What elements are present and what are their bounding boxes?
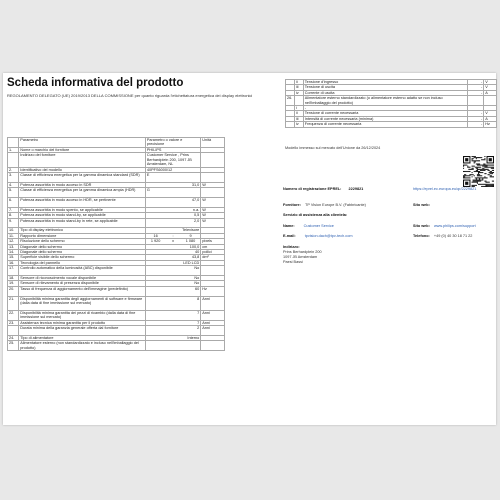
row-value: E [145, 173, 200, 183]
row-label: Intensità di corrente necessaria (minima) [303, 116, 467, 121]
row-unit: A [484, 116, 497, 121]
row-unit: Anni [201, 320, 225, 325]
row-label: Risoluzione dello schermo [19, 239, 146, 244]
row-label: Controllo automatico della luminosità (ABC) disponibile [19, 266, 146, 276]
row-number [286, 122, 295, 127]
row-value: No [145, 276, 200, 281]
registration-number: 2229821 [348, 187, 364, 191]
service-phone-value: +49 (0) 40 30 18 71 22 [433, 234, 473, 238]
row-number: 10. [8, 228, 19, 233]
row-label: Potenza assorbita in modo stand-by in rete, se applicabile [19, 218, 146, 228]
row-value: 31,0 [145, 182, 200, 187]
row-value: LED LCD [145, 260, 200, 265]
row-unit: A [484, 90, 497, 95]
row-number: 2. [8, 167, 19, 172]
document-page [3, 73, 496, 425]
table-row [8, 266, 225, 276]
row-label: Disponibilità minima garantita dei pezzi di ricambio (dalla data di fine immissione sul mercato) [19, 310, 146, 320]
customer-service-heading: Servizio di assistenza alla clientela: [283, 213, 348, 217]
row-value: 7 [145, 310, 200, 320]
row-number: 19. [8, 281, 19, 286]
service-name-value: Customer Service [303, 224, 334, 228]
row-label: Sensore di riconoscimento vocale disponibile [19, 276, 146, 281]
row-unit: Hz [201, 286, 225, 296]
row-value: 60 [145, 286, 200, 296]
row-unit: W [201, 182, 225, 187]
row-value: 43,8 [145, 255, 200, 260]
row-label: Rapporto dimensione [19, 233, 146, 238]
registration-label: Numero di registrazione EPREL: [283, 187, 342, 191]
row-subindex: iv [294, 122, 303, 127]
eprel-link[interactable]: https://eprel.ec.europa.eu/qr/2229821 [413, 187, 477, 191]
row-unit: W [201, 218, 225, 228]
row-number [8, 326, 19, 336]
row-unit: W [201, 198, 225, 208]
row-value [145, 239, 200, 244]
row-unit: Anni [201, 326, 225, 336]
row-unit [201, 341, 225, 351]
row-label: Frequenza di corrente necessaria [303, 122, 467, 127]
row-label: Durata minima della garanzia generale offerta dal fornitore [19, 326, 146, 336]
row-number: 26. [286, 96, 295, 106]
row-subindex [294, 96, 303, 106]
row-label: Tensione d'ingresso [303, 80, 467, 85]
row-unit: pixels [201, 239, 225, 244]
supplier-website-label: Sito web: [413, 203, 430, 207]
row-number: 5. [8, 188, 19, 198]
eprel-qr-code[interactable] [463, 156, 494, 187]
row-number: 21. [8, 296, 19, 310]
row-value [145, 233, 200, 238]
service-email-link[interactable]: tpvision.dach@tpv-tech.com [304, 234, 353, 238]
value-right: 1 080 [185, 239, 196, 244]
row-value: 7 [145, 320, 200, 325]
table-row [286, 96, 497, 106]
table-row [8, 310, 225, 320]
row-value: PHILIPS [145, 148, 200, 153]
row-label: Diagonale dello schermo [19, 250, 146, 255]
row-unit: Hz [484, 122, 497, 127]
row-value: - [468, 90, 484, 95]
row-number: 9. [8, 218, 19, 228]
service-address-label: Indirizzo: [283, 245, 300, 249]
row-value: 47,0 [145, 198, 200, 208]
row-number: 18. [8, 276, 19, 281]
value-right: 9 [189, 233, 192, 238]
table-header-row [8, 138, 225, 148]
row-subindex: iv [294, 90, 303, 95]
row-label: Tensione di corrente necessaria [303, 111, 467, 116]
row-subindex: i [294, 106, 303, 111]
row-subindex: ii [294, 80, 303, 85]
row-value: - [468, 85, 484, 90]
table-row [8, 173, 225, 183]
row-unit: V [484, 111, 497, 116]
row-label: Corrente di uscita [303, 90, 467, 95]
row-label: Sensore di rilevamento di presenza disponibile [19, 281, 146, 286]
row-unit: W [201, 207, 225, 212]
row-label: Indirizzo del fornitore [19, 153, 146, 167]
value-left: 1 920 [150, 239, 161, 244]
row-unit [484, 96, 497, 106]
row-value [145, 341, 200, 351]
row-number: 8. [8, 213, 19, 218]
row-number: 14. [8, 250, 19, 255]
row-label: Disponibilità minima garantita degli aggiornamenti di software e firmware (dalla data di fine immissione sul mercato) [19, 296, 146, 310]
row-value: No [145, 266, 200, 276]
row-unit [201, 173, 225, 183]
value-left: 16 [153, 233, 158, 238]
supplier-value: TP Vision Europe B.V. (Fabbricante) [305, 203, 366, 207]
row-label: Potenza assorbita in modo acceso in HDR, se pertinente [19, 198, 146, 208]
row-number: 22. [8, 310, 19, 320]
service-website-label: Sito web: [413, 224, 430, 228]
row-number: 23. [8, 320, 19, 325]
row-number: 20. [8, 286, 19, 296]
row-unit [201, 153, 225, 167]
row-number: 12. [8, 239, 19, 244]
row-label: Alimentatore esterno standardizzato (o alimentatore esterno adatto se non incluso nell'imballaggio del prodotto) [303, 96, 467, 106]
row-number: 15. [8, 255, 19, 260]
row-value: 2 [145, 326, 200, 336]
row-value: No [145, 281, 200, 286]
row-label: Tipo di display elettronico [19, 228, 146, 233]
row-number: 3. [8, 173, 19, 183]
row-value: Interno [145, 335, 200, 340]
row-unit: cm [201, 244, 225, 249]
service-website-link[interactable]: www.philips.com/support [433, 224, 476, 228]
product-info-table [7, 137, 225, 351]
row-label: Tensione di uscita [303, 85, 467, 90]
row-unit: dm² [201, 255, 225, 260]
header-unit: Unità [201, 138, 225, 148]
row-label: Nome o marchio del fornitore [19, 148, 146, 153]
address-line-3: Paesi Bassi [283, 260, 303, 264]
value-separator: x [172, 239, 174, 244]
service-name-label: Name: [283, 224, 295, 228]
row-label: Diagonale dello schermo [19, 244, 146, 249]
row-number: 16. [8, 260, 19, 265]
row-label: Classe di efficienza energetica per la gamma dinamica standard (SDR) [19, 173, 146, 183]
row-number: 25. [8, 341, 19, 351]
row-number: 7. [8, 207, 19, 212]
market-date: Modello immesso sul mercato dell'Unione da 26/12/2024 [285, 146, 381, 150]
row-value: 8 [145, 296, 200, 310]
row-value: n.a. [145, 207, 200, 212]
service-phone-label: Telefono: [413, 234, 430, 238]
table-row [8, 188, 225, 198]
row-label: Tecnologia del pannello [19, 260, 146, 265]
header-value: Parametro o valore e precisione [145, 138, 200, 148]
row-value: 40PFS6000/12 [145, 167, 200, 172]
row-unit: V [484, 80, 497, 85]
row-number: 4. [8, 182, 19, 187]
row-number: 6. [8, 198, 19, 208]
row-label: Classe di efficienza energetica per la gamma dinamica ampia (HDR) [19, 188, 146, 198]
value-separator: : [172, 233, 174, 238]
address-line-2: 1097 JB Amsterdam [283, 255, 318, 259]
row-unit: pollici [201, 250, 225, 255]
table-row [8, 286, 225, 296]
row-value: Customer Service , Prins Berhardplein 200, 1097 JB Amsterdam, NL [145, 153, 200, 167]
row-number: 11. [8, 233, 19, 238]
row-value: G [145, 188, 200, 198]
regulation-subtitle: REGOLAMENTO DELEGATO (UE) 2019/2013 DELLA COMMISSIONE per quanto riguarda l'etichettatura energetica dei display elettronici [7, 93, 253, 98]
row-value: - [468, 111, 484, 116]
row-unit: Anni [201, 310, 225, 320]
row-label: Assistenza tecnica minima garantita per il prodotto [19, 320, 146, 325]
power-supply-table [285, 79, 497, 128]
table-row [8, 296, 225, 310]
row-unit: Anni [201, 296, 225, 310]
row-number: 1. [8, 148, 19, 153]
row-value: Televisore [145, 228, 200, 233]
row-label: Superficie visibile dello schermo [19, 255, 146, 260]
row-label: Potenza assorbita in modo spento, se applicabile [19, 207, 146, 212]
address-line-1: Prins Berhardplein 200 [283, 250, 322, 254]
row-label: Tasso di frequenza di aggiornamento dell'immagine (predefinito) [19, 286, 146, 296]
header-parameter: Parametro [19, 138, 146, 148]
row-subindex: iii [294, 116, 303, 121]
row-number: 24. [8, 335, 19, 340]
row-value: 2,0 [145, 218, 200, 228]
row-value: - [468, 116, 484, 121]
row-label: Potenza assorbita in modo stand-by, se applicabile [19, 213, 146, 218]
page-title: Scheda informativa del prodotto [7, 77, 184, 89]
row-unit [201, 266, 225, 276]
row-value: - [468, 122, 484, 127]
table-row [8, 218, 225, 228]
row-unit [201, 188, 225, 198]
row-label: Alimentatore esterno (non standardizzato e incluso nell'imballaggio del prodotto) [19, 341, 146, 351]
row-value: 40 [145, 250, 200, 255]
supplier-label: Fornitore: [283, 203, 301, 207]
table-row [286, 122, 497, 127]
row-label: Potenza assorbita in modo acceso in SDR [19, 182, 146, 187]
row-value [468, 96, 484, 106]
row-number: 13. [8, 244, 19, 249]
row-label: - [303, 106, 467, 111]
table-row [8, 326, 225, 336]
row-unit: V [484, 85, 497, 90]
row-value: 0,5 [145, 213, 200, 218]
row-number [8, 153, 19, 167]
table-row [8, 341, 225, 351]
row-subindex: ii [294, 111, 303, 116]
row-value: - [468, 80, 484, 85]
table-row [8, 153, 225, 167]
row-label: Tipo di alimentatore [19, 335, 146, 340]
row-number: 17. [8, 266, 19, 276]
table-row [8, 198, 225, 208]
row-subindex: iii [294, 85, 303, 90]
service-email-label: E-mail: [283, 234, 296, 238]
row-unit: W [201, 213, 225, 218]
row-label: Identificativo del modello [19, 167, 146, 172]
row-value: 100,0 [145, 244, 200, 249]
